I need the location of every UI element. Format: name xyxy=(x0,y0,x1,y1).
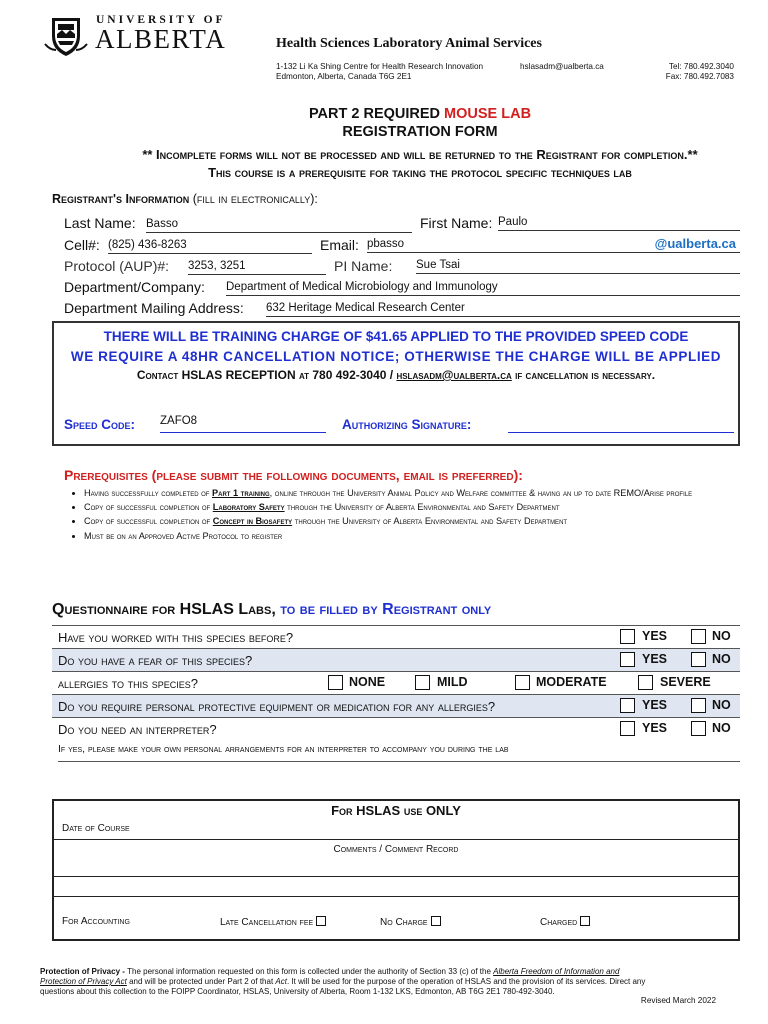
divider xyxy=(54,839,738,840)
yes-checkbox[interactable] xyxy=(620,629,635,644)
no-checkbox[interactable] xyxy=(691,721,706,736)
privacy-statement: Protection of Privacy - The personal information requested on this form is collected under the authority of Section 33 (c) of the Alberta Freedom of Information and Protection of Privacy Act and will be protected under Part 2 of that Act. It will be used for the purpose of the operation of HSLAS and the provision of its services. Direct any questions about this collection to the FOIPP Coordinator, HSLAS, University of Alberta, Room 1-132 LKS, Edmonton, AB T6G 2E1 780-492-3040. xyxy=(40,967,646,996)
laboratory-safety-link[interactable]: Laboratory Safety xyxy=(212,502,285,513)
registrant-heading-note: (fill in electronically): xyxy=(189,192,318,206)
prerequisite-item: • Copy of successful completion of Concept in Biosafety through the University of Alberta Environmental and Safety Department xyxy=(84,516,724,527)
form-title-highlight: MOUSE LAB xyxy=(444,106,532,122)
late-cancellation-checkbox[interactable] xyxy=(316,916,326,926)
mailing-address-field[interactable]: 632 Heritage Medical Research Center xyxy=(266,302,740,317)
no-checkbox[interactable] xyxy=(691,652,706,667)
prerequisite-item: • Having successfully completed of Part 1 training, online through the University Animal Policy and Welfare committee & having an up to date REMO/Arise profile xyxy=(84,488,724,499)
form-title-prefix: PART 2 REQUIRED xyxy=(308,106,445,122)
yes-checkbox[interactable] xyxy=(620,721,635,736)
protocol-field[interactable]: 3253, 3251 xyxy=(188,260,326,275)
pi-name-label: PI Name: xyxy=(334,258,393,274)
yes-label: YES xyxy=(642,721,668,735)
cell-label: Cell#: xyxy=(64,237,100,253)
no-checkbox[interactable] xyxy=(691,629,706,644)
training-charge-box xyxy=(52,321,740,446)
mild-label: MILD xyxy=(437,675,468,689)
department-title: Health Sciences Laboratory Animal Services xyxy=(276,36,542,51)
header-fax: Fax: 780.492.7083 xyxy=(665,72,734,81)
cancellation-notice-line: WE REQUIRE A 48HR CANCELLATION NOTICE; OTHERWISE THE CHARGE WILL BE APPLIED xyxy=(70,349,722,364)
yes-label: YES xyxy=(642,698,668,712)
university-name-small: UNIVERSITY OF xyxy=(96,14,226,26)
department-label: Department/Company: xyxy=(64,279,205,295)
no-charge-label: No Charge xyxy=(380,917,428,928)
speed-code-field[interactable]: ZAFO8 xyxy=(160,415,326,433)
severe-label: SEVERE xyxy=(660,675,711,689)
signature-label: Authorizing Signature: xyxy=(342,417,472,432)
last-name-label: Last Name: xyxy=(64,215,136,231)
no-charge-checkbox[interactable] xyxy=(431,916,441,926)
divider xyxy=(54,896,738,897)
prerequisites-heading: Prerequisites (please submit the following documents, email is preferred): xyxy=(64,467,523,483)
question-text: Have you worked with this species before? xyxy=(58,630,294,645)
university-crest-icon xyxy=(44,14,88,58)
contact-block xyxy=(620,62,734,82)
foip-act-reference: Alberta Freedom of Information and Protection of Privacy Act xyxy=(40,967,620,986)
severe-checkbox[interactable] xyxy=(638,675,653,690)
moderate-checkbox[interactable] xyxy=(515,675,530,690)
hslas-use-only-box xyxy=(52,799,740,941)
mild-checkbox[interactable] xyxy=(415,675,430,690)
divider xyxy=(54,876,738,877)
contact-reception-line xyxy=(54,368,738,382)
no-label: NO xyxy=(712,721,731,735)
part1-training-link[interactable]: Part 1 training xyxy=(211,488,270,498)
prerequisite-item: • Copy of successful completion of Laboratory Safety through the University of Alberta Environmental and Safety Department xyxy=(84,502,724,513)
no-label: NO xyxy=(712,652,731,666)
comments-field[interactable] xyxy=(54,859,738,875)
question-row-species-experience xyxy=(52,626,740,649)
first-name-label: First Name: xyxy=(420,215,493,231)
email-domain: @ualberta.ca xyxy=(654,236,736,251)
questionnaire-heading-a: Questionnaire for HSLAS Labs, xyxy=(52,601,281,618)
no-checkbox[interactable] xyxy=(691,698,706,713)
charged-option xyxy=(540,916,590,928)
privacy-heading: Protection of Privacy - xyxy=(40,967,128,976)
mailing-address-label: Department Mailing Address: xyxy=(64,300,244,316)
signature-field[interactable] xyxy=(508,415,734,433)
email-field[interactable]: pbasso xyxy=(367,238,740,253)
no-label: NO xyxy=(712,698,731,712)
prerequisites-list xyxy=(84,488,724,545)
header-email[interactable]: hslasadm@ualberta.ca xyxy=(520,62,604,71)
question-row-ppe xyxy=(52,695,740,718)
contact-text-b: if cancellation is necessary. xyxy=(511,368,656,382)
no-charge-option xyxy=(380,916,441,928)
charged-label: Charged xyxy=(540,917,578,928)
comments-label: Comments / Comment Record xyxy=(333,844,459,855)
question-row-species-fear xyxy=(52,649,740,672)
form-title-line-1 xyxy=(0,106,768,122)
protocol-label: Protocol (AUP)#: xyxy=(64,258,170,274)
late-cancellation-option xyxy=(220,916,326,928)
hslas-box-title: For HSLAS use ONLY xyxy=(331,803,461,818)
question-text: allergies to this species? xyxy=(58,676,198,691)
late-cancellation-label: Late Cancellation fee xyxy=(220,917,314,928)
yes-label: YES xyxy=(642,652,668,666)
none-checkbox[interactable] xyxy=(328,675,343,690)
no-label: NO xyxy=(712,629,731,643)
yes-label: YES xyxy=(642,629,668,643)
date-of-course-field[interactable] xyxy=(150,823,736,837)
questionnaire-heading-b: to be filled by Registrant only xyxy=(280,601,492,618)
address-line-1: 1-132 Li Ka Shing Centre for Health Research Innovation xyxy=(276,62,484,71)
form-title-line-2: REGISTRATION FORM xyxy=(342,124,498,140)
none-label: NONE xyxy=(349,675,386,689)
interpreter-note: If yes, please make your own personal arrangements for an interpreter to accompany you during the lab xyxy=(58,743,740,762)
registrant-heading xyxy=(52,192,318,206)
question-row-allergies xyxy=(52,672,740,695)
pi-name-field[interactable]: Sue Tsai xyxy=(416,259,740,274)
address-block xyxy=(276,62,483,82)
incomplete-notice: ** Incomplete forms will not be processed and will be returned to the Registrant for completion.** xyxy=(142,147,698,162)
prerequisite-notice: This course is a prerequisite for taking the protocol specific techniques lab xyxy=(208,165,632,180)
address-line-2: Edmonton, Alberta, Canada T6G 2E1 xyxy=(276,72,412,81)
for-accounting-label: For Accounting xyxy=(62,916,130,927)
questionnaire-heading xyxy=(52,601,491,619)
first-name-field[interactable]: Paulo xyxy=(498,216,740,231)
contact-text-a: Contact HSLAS RECEPTION at 780 492-3040 / xyxy=(136,368,397,382)
question-text: Do you require personal protective equipment or medication for any allergies? xyxy=(58,699,496,714)
date-of-course-label: Date of Course xyxy=(62,823,130,834)
prerequisite-item: • Must be on an Approved Active Protocol to register xyxy=(84,531,724,542)
biosafety-link[interactable]: Concept in Biosafety xyxy=(212,516,293,527)
last-name-field[interactable]: Basso xyxy=(146,218,412,233)
question-row-interpreter xyxy=(52,718,740,741)
cell-field[interactable]: (825) 436-8263 xyxy=(108,239,312,254)
training-charge-line: THERE WILL BE TRAINING CHARGE OF $41.65 APPLIED TO THE PROVIDED SPEED CODE xyxy=(103,329,689,344)
yes-checkbox[interactable] xyxy=(620,698,635,713)
reception-email-link[interactable]: hslasadm@ualberta.ca xyxy=(396,368,512,382)
email-label: Email: xyxy=(320,237,359,253)
registrant-heading-label: Registrant's Information xyxy=(52,192,190,206)
revision-date: Revised March 2022 xyxy=(640,996,716,1005)
charged-checkbox[interactable] xyxy=(580,916,590,926)
speed-code-label: Speed Code: xyxy=(64,417,136,432)
university-name-big: ALBERTA xyxy=(95,24,227,54)
moderate-label: MODERATE xyxy=(536,675,607,689)
department-field[interactable]: Department of Medical Microbiology and Immunology xyxy=(226,281,740,296)
yes-checkbox[interactable] xyxy=(620,652,635,667)
question-text: Do you need an interpreter? xyxy=(58,722,217,737)
question-text: Do you have a fear of this species? xyxy=(58,653,253,668)
header-tel: Tel: 780.492.3040 xyxy=(668,62,734,71)
